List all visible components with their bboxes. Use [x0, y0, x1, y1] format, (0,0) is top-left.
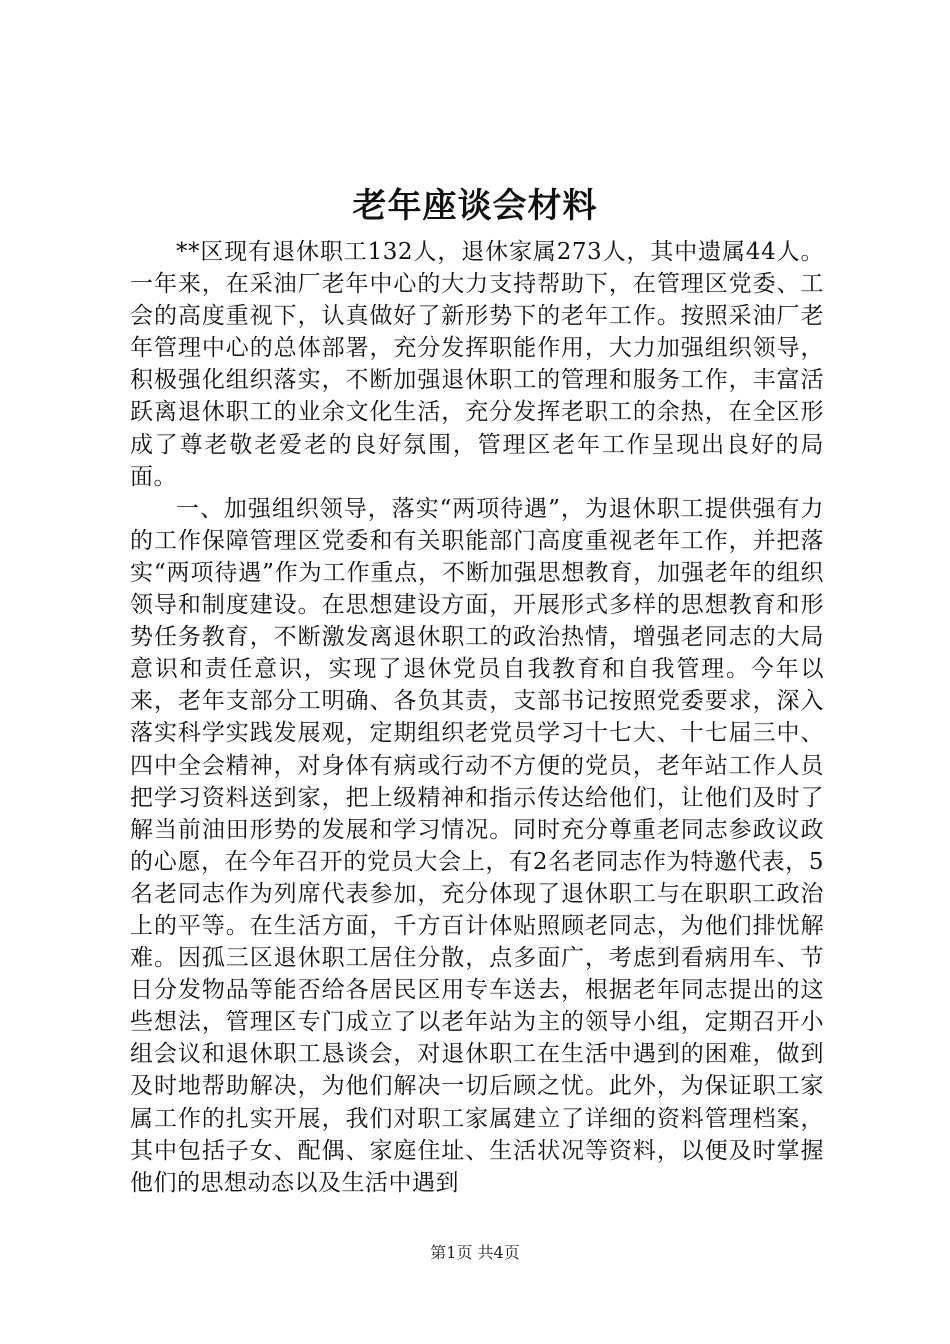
- paragraph-intro: **区现有退休职工132人，退休家属273人，其中遗属44人。一年来，在采油厂老年中心的大力支持帮助下，在管理区党委、工会的高度重视下，认真做好了新形势下的老年工作。按照采油厂老年管理中心的总体部署，充分发挥职能作用，大力加强组织领导，积极强化组织落实，不断加强退休职工的管理和服务工作，丰富活跃离退休职工的业余文化生活，充分发挥老职工的余热，在全区形成了尊老敬老爱老的良好氛围，管理区老年工作呈现出良好的局面。: [130, 239, 824, 490]
- page-number-footer: 第1页 共4页: [430, 1243, 520, 1262]
- paragraph-section-one: 一、加强组织领导，落实“两项待遇”，为退休职工提供强有力的工作保障管理区党委和有关职能部门高度重视老年工作，并把落实“两项待遇”作为工作重点，不断加强思想教育，加强老年的组织领导和制度建设。在思想建设方面，开展形式多样的思想教育和形势任务教育，不断激发离退休职工的政治热情，增强老同志的大局意识和责任意识，实现了退休党员自我教育和自我管理。今年以来，老年支部分工明确、各负其责，支部书记按照党委要求，深入落实科学实践发展观，定期组织老党员学习十七大、十七届三中、四中全会精神，对身体有病或行动不方便的党员，老年站工作人员把学习资料送到家，把上级精神和指示传达给他们，让他们及时了解当前油田形势的发展和学习情况。同时充分尊重老同志参政议政的心愿，在今年召开的党员大会上，有2名老同志作为特邀代表，5名老同志作为列席代表参加，充分体现了退休职工与在职职工政治上的平等。在生活方面，千方百计体贴照顾老同志，为他们排忧解难。因孤三区退休职工居住分散，点多面广，考虑到看病用车、节日分发物品等能否给各居民区用专车送去，根据老年同志提出的这些想法，管理区专门成立了以老年站为主的领导小组，定期召开小组会议和退休职工恳谈会，对退休职工在生活中遇到的困难，做到及时地帮助解决，为他们解决一切后顾之忧。此外，为保证职工家属工作的扎实开展，我们对职工家属建立了详细的资料管理档案，其中包括子女、配偶、家庭住址、生活状况等资料，以便及时掌握他们的思想动态以及生活中遇到: [130, 495, 824, 1196]
- document-title: 老年座谈会材料: [352, 186, 598, 226]
- document-body: [130, 236, 824, 1199]
